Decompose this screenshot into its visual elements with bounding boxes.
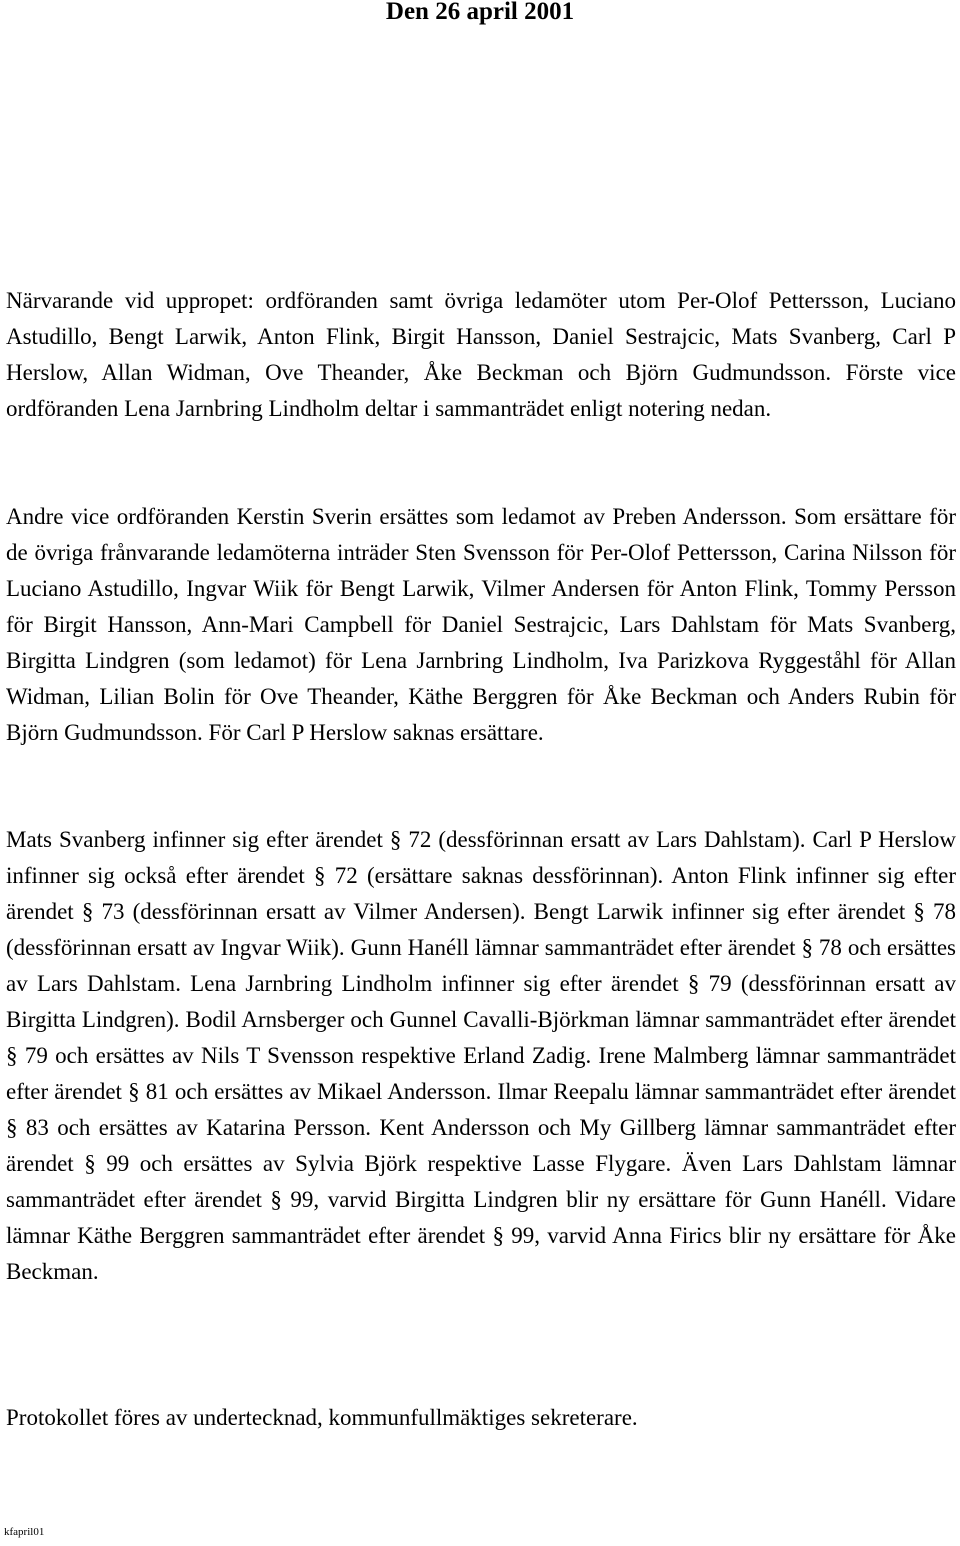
paragraph-minutes-keeper: Protokollet föres av undertecknad, kommunfullmäktiges sekreterare.	[6, 1405, 638, 1430]
paragraph-arrivals-departures: Mats Svanberg infinner sig efter ärendet § 72 (dessförinnan ersatt av Lars Dahlstam). Carl P Herslow infinner sig också efter ärendet § 72 (ersättare saknas dessförinnan). Anton Flink infinner sig efter ärendet § 73 (dessförinnan ersatt av Vilmer Andersen). Bengt Larwik infinner sig efter ärendet § 78 (dessförinnan ersatt av Ingvar Wiik). Gunn Hanéll lämnar sammanträdet efter ärendet § 78 och ersättes av Lars Dahlstam. Lena Jarnbring Lindholm infinner sig efter ärendet § 79 (dessförinnan ersatt av Birgitta Lindgren). Bodil Arnsberger och Gunnel Cavalli-Björkman lämnar sammanträdet efter ärendet § 79 och ersättes av Nils T Svensson respektive Erland Zadig. Irene Malmberg lämnar sammanträdet efter ärendet § 81 och ersättes av Mikael Andersson. Ilmar Reepalu lämnar sammanträdet efter ärendet § 83 och ersättes av Katarina Persson. Kent Andersson och My Gillberg lämnar sammanträdet efter ärendet § 99 och ersättes av Sylvia Björk respektive Lasse Flygare. Även Lars Dahlstam lämnar sammanträdet efter ärendet § 99, varvid Birgitta Lindgren blir ny ersättare för Gunn Hanéll. Vidare lämnar Käthe Berggren sammanträdet efter ärendet § 99, varvid Anna Firics blir ny ersättare för Åke Beckman.	[6, 827, 956, 1284]
document-title: Den 26 april 2001	[385, 0, 575, 25]
paragraph-attendance: Närvarande vid uppropet: ordföranden samt övriga ledamöter utom Per-Olof Pettersson, Luciano Astudillo, Bengt Larwik, Anton Flink, Birgit Hansson, Daniel Sestrajcic, Mats Svanberg, Carl P Herslow, Allan Widman, Ove Theander, Åke Beckman och Björn Gudmundsson. Förste vice ordföranden Lena Jarnbring Lindholm deltar i sammanträdet enligt notering nedan.	[6, 288, 956, 421]
paragraph-substitutes: Andre vice ordföranden Kerstin Sverin ersättes som ledamot av Preben Andersson. Som ersättare för de övriga frånvarande ledamöterna inträder Sten Svensson för Per-Olof Pettersson, Carina Nilsson för Luciano Astudillo, Ingvar Wiik för Bengt Larwik, Vilmer Andersen för Anton Flink, Tommy Persson för Birgit Hansson, Ann-Mari Campbell för Daniel Sestrajcic, Lars Dahlstam för Mats Svanberg, Birgitta Lindgren (som ledamot) för Lena Jarnbring Lindholm, Iva Parizkova Ryggeståhl för Allan Widman, Lilian Bolin för Ove Theander, Käthe Berggren för Åke Beckman och Anders Rubin för Björn Gudmundsson. För Carl P Herslow saknas ersättare.	[6, 504, 956, 745]
footer-filename: kfapril01	[4, 1526, 45, 1538]
